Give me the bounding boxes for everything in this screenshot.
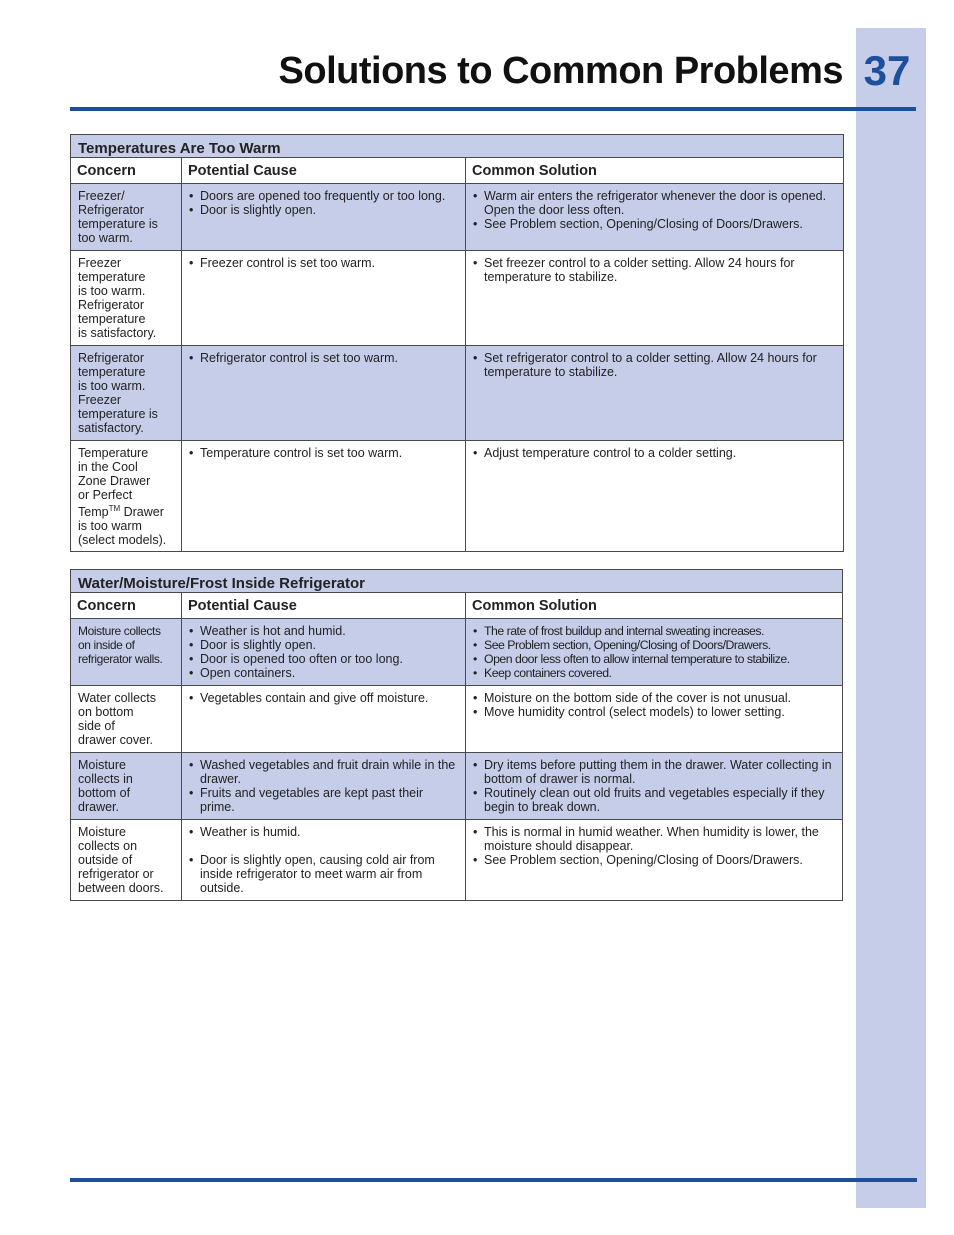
- list-item: • Door is slightly open.: [188, 203, 459, 217]
- list-item: • Washed vegetables and fruit drain while in the drawer.: [188, 758, 459, 786]
- solution-cell: [466, 619, 843, 686]
- list-item: • Open containers.: [188, 666, 459, 680]
- table-row: [71, 686, 843, 753]
- column-header-solution: Common Solution: [466, 593, 843, 619]
- table-water-moisture-frost: [70, 569, 843, 901]
- list-item: • Routinely clean out old fruits and vegetables especially if they begin to break down.: [472, 786, 836, 814]
- table-temperatures-too-warm: [70, 134, 844, 552]
- list-item: • Move humidity control (select models) to lower setting.: [472, 705, 836, 719]
- header-rule: [70, 107, 916, 111]
- list-item: • Door is slightly open.: [188, 638, 459, 652]
- table-row: [71, 619, 843, 686]
- cause-cell: [182, 184, 466, 251]
- list-item: • Doors are opened too frequently or too long.: [188, 189, 459, 203]
- concern-cell: Freezer/ Refrigerator temperature is too warm.: [71, 184, 182, 251]
- concern-text: Temperature in the Cool Zone Drawer or Perfect Temp: [78, 446, 151, 520]
- cause-cell: [182, 251, 466, 346]
- concern-cell: Moisture collects on inside of refrigerator walls.: [71, 619, 182, 686]
- list-item: • This is normal in humid weather. When humidity is lower, the moisture should disappear.: [472, 825, 836, 853]
- solution-cell: [466, 441, 844, 552]
- cause-cell: [182, 686, 466, 753]
- list-item: • The rate of frost buildup and internal sweating increases.: [472, 624, 836, 638]
- list-item: • Weather is hot and humid.: [188, 624, 459, 638]
- list-item: • Fruits and vegetables are kept past their prime.: [188, 786, 459, 814]
- solution-cell: [466, 184, 844, 251]
- table-row: [71, 753, 843, 820]
- list-item: • See Problem section, Opening/Closing of Doors/Drawers.: [472, 638, 836, 652]
- solution-cell: [466, 686, 843, 753]
- table-row: [71, 251, 844, 346]
- cause-cell: [182, 346, 466, 441]
- column-header-cause: Potential Cause: [182, 158, 466, 184]
- table-row: [71, 820, 843, 901]
- cause-cell: [182, 619, 466, 686]
- concern-cell: Refrigerator temperature is too warm. Freezer temperature is satisfactory.: [71, 346, 182, 441]
- table-row: [71, 184, 844, 251]
- list-item: • Moisture on the bottom side of the cover is not unusual.: [472, 691, 836, 705]
- column-header-solution: Common Solution: [466, 158, 844, 184]
- list-item: • Refrigerator control is set too warm.: [188, 351, 459, 365]
- list-item: • Set freezer control to a colder setting. Allow 24 hours for temperature to stabilize.: [472, 256, 837, 284]
- list-item: • Keep containers covered.: [472, 666, 836, 680]
- list-item: • Vegetables contain and give off moisture.: [188, 691, 459, 705]
- solution-cell: [466, 820, 843, 901]
- footer-rule: [70, 1178, 917, 1182]
- solution-cell: [466, 346, 844, 441]
- concern-cell: Moisture collects on outside of refrigerator or between doors.: [71, 820, 182, 901]
- cause-cell: [182, 441, 466, 552]
- concern-text: Drawer is too warm (select models).: [78, 505, 167, 548]
- cause-cell: [182, 820, 466, 901]
- list-item: • Adjust temperature control to a colder setting.: [472, 446, 837, 460]
- list-item: • Door is opened too often or too long.: [188, 652, 459, 666]
- list-item: • Set refrigerator control to a colder setting. Allow 24 hours for temperature to stabilize.: [472, 351, 837, 379]
- list-item: • See Problem section, Opening/Closing of Doors/Drawers.: [472, 217, 837, 231]
- list-item: • Dry items before putting them in the drawer. Water collecting in bottom of drawer is normal.: [472, 758, 836, 786]
- list-item: • Open door less often to allow internal temperature to stabilize.: [472, 652, 836, 666]
- list-item: • Warm air enters the refrigerator whenever the door is opened. Open the door less often.: [472, 189, 837, 217]
- list-item: • Temperature control is set too warm.: [188, 446, 459, 460]
- list-item: • Door is slightly open, causing cold air from inside refrigerator to meet warm air from outside.: [188, 853, 459, 895]
- concern-cell: [71, 441, 182, 552]
- page-title: Solutions to Common Problems: [278, 50, 843, 92]
- column-header-concern: Concern: [71, 158, 182, 184]
- list-item: • Freezer control is set too warm.: [188, 256, 459, 270]
- solution-cell: [466, 251, 844, 346]
- side-tab: [856, 28, 926, 1208]
- list-item: • See Problem section, Opening/Closing of Doors/Drawers.: [472, 853, 836, 867]
- concern-cell: Water collects on bottom side of drawer cover.: [71, 686, 182, 753]
- cause-cell: [182, 753, 466, 820]
- page-number: 37: [863, 47, 911, 94]
- section-title: Temperatures Are Too Warm: [71, 135, 844, 158]
- concern-cell: Moisture collects in bottom of drawer.: [71, 753, 182, 820]
- solution-cell: [466, 753, 843, 820]
- concern-cell: Freezer temperature is too warm. Refrigerator temperature is satisfactory.: [71, 251, 182, 346]
- list-item: • Weather is humid.: [188, 825, 459, 839]
- section-title: Water/Moisture/Frost Inside Refrigerator: [71, 570, 843, 593]
- column-header-concern: Concern: [71, 593, 182, 619]
- table-row: [71, 346, 844, 441]
- column-header-cause: Potential Cause: [182, 593, 466, 619]
- trademark-sup: TM: [108, 504, 121, 513]
- table-row: [71, 441, 844, 552]
